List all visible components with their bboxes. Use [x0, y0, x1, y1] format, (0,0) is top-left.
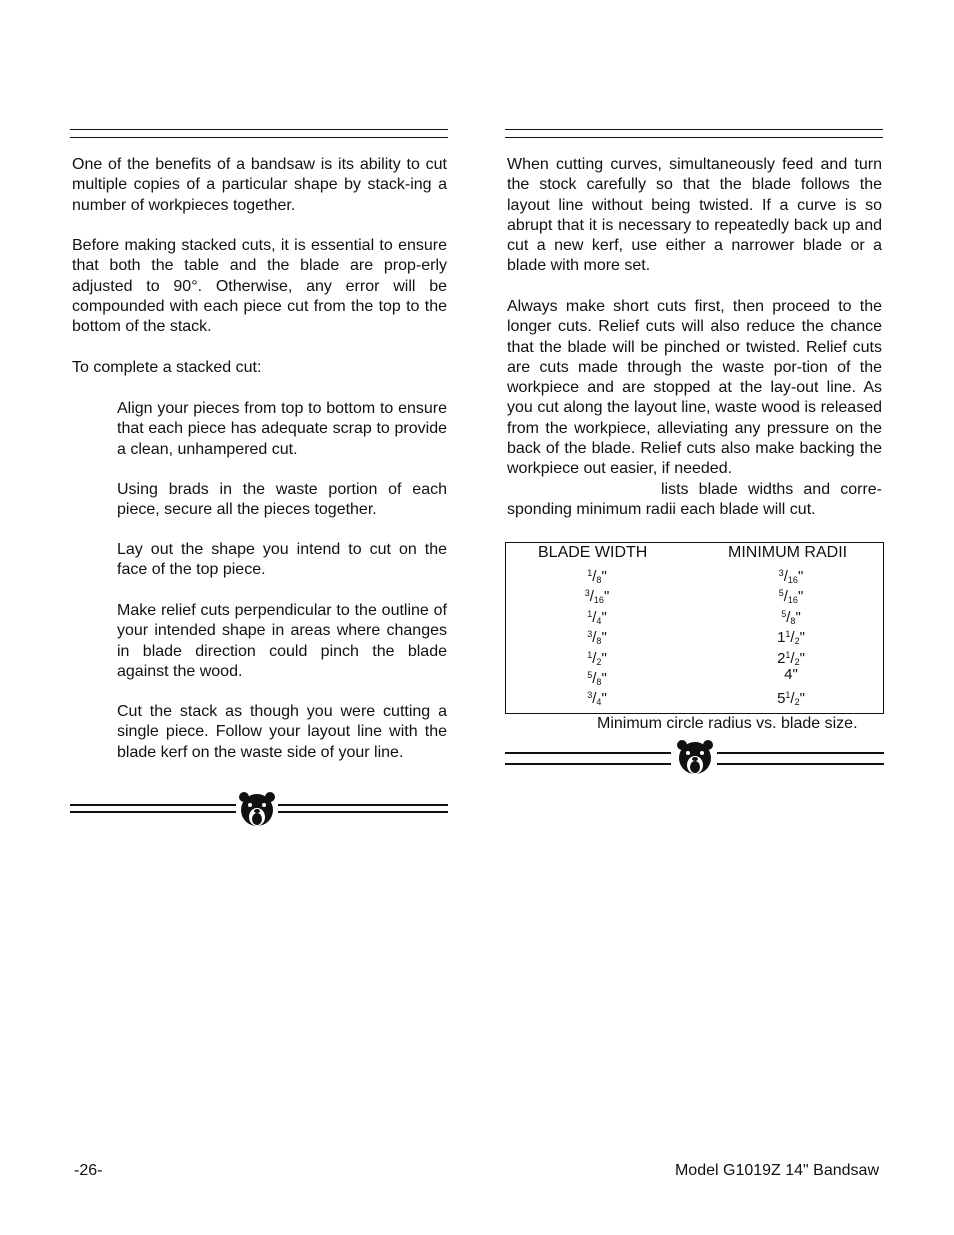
table-cell-blade-width: $^1/_2$"	[587, 649, 607, 667]
right-paragraph-2: Always make short cuts first, then proceed to the longer cuts. Relief cuts will also reduce the chance that the blade will be pinched or twisted. Relief cuts are cuts made through the waste por-tion of the workpiece and are stopped at the lay-out line. As you cut along the layout line, waste wood is released from the workpiece, alleviating any pressure on the back of the blade. Relief cuts also make backing the workpiece out easier, if needed.	[507, 298, 882, 478]
step-5: Cut the stack as though you were cutting a single piece. Follow your layout line with the blade kerf on the waste side of your line.	[117, 703, 447, 761]
right-paragraph-3: lists blade widths and corre-sponding minimum radii each blade will cut.	[507, 481, 882, 519]
table-cell-minimum-radius: $^3/_{16}$"	[778, 568, 804, 585]
table-caption: Minimum circle radius vs. blade size.	[597, 715, 858, 732]
step-3: Lay out the shape you intend to cut on the face of the top piece.	[117, 541, 447, 579]
model-name: Model G1019Z 14" Bandsaw	[674, 1162, 879, 1179]
left-paragraph-3: To complete a stacked cut:	[72, 359, 262, 376]
table-header-blade-width: BLADE WIDTH	[538, 544, 648, 561]
table-header-minimum-radii: MINIMUM RADII	[728, 544, 848, 561]
right-header-rule	[505, 129, 883, 130]
bear-logo-icon	[238, 790, 276, 830]
step-2: Using brads in the waste portion of each piece, secure all the pieces together.	[117, 481, 447, 519]
table-cell-blade-width: $^3/_4$"	[587, 690, 607, 708]
table-cell-minimum-radius: $1^1/_2$"	[777, 629, 805, 647]
right-section-end-divider	[505, 738, 884, 778]
table-cell-minimum-radius: $5^1/_2$"	[777, 690, 805, 708]
table-cell-minimum-radius: $2^1/_2$"	[777, 649, 805, 667]
step-4: Make relief cuts perpendicular to the outline of your intended shape in areas where changes in blade direction could pinch the blade against the wood.	[117, 602, 447, 680]
table-cell-minimum-radius: 4"	[784, 666, 798, 683]
step-1: Align your pieces from top to bottom to ensure that each piece has adequate scrap to provide a clean, unhampered cut.	[117, 400, 447, 458]
left-paragraph-1: One of the benefits of a bandsaw is its ability to cut multiple copies of a particular shape by stack-ing a number of workpieces together.	[72, 156, 447, 214]
table-cell-blade-width: $^3/_{16}$"	[584, 588, 610, 606]
right-header-rule-inner	[505, 137, 883, 138]
table-cell-blade-width: $^5/_8$"	[587, 670, 607, 687]
table-cell-blade-width: $^1/_8$"	[587, 568, 607, 585]
left-section-end-divider	[70, 790, 448, 830]
page-number: -26-	[74, 1162, 103, 1179]
table-cell-minimum-radius: $^5/_{16}$"	[778, 588, 804, 606]
table-cell-minimum-radius: $^5/_8$"	[781, 608, 801, 626]
right-paragraph-1: When cutting curves, simultaneously feed and turn the stock carefully so that the blade follows the layout line without being twisted. If a curve is so abrupt that it is necessary to repeatedly back up and cut a new kerf, use either a narrower blade or a blade with more set.	[507, 156, 882, 275]
table-cell-blade-width: $^3/_8$"	[587, 629, 607, 647]
table-cell-blade-width: $^1/_4$"	[587, 608, 607, 626]
left-header-rule-inner	[70, 137, 448, 138]
left-paragraph-2: Before making stacked cuts, it is essential to ensure that both the table and the blade are prop-erly adjusted to 90°. Otherwise, any error will be compounded with each piece cut from the top to the bottom of the stack.	[72, 237, 447, 336]
left-header-rule	[70, 129, 448, 130]
bear-logo-icon	[676, 738, 714, 778]
blade-radius-table	[505, 542, 884, 714]
